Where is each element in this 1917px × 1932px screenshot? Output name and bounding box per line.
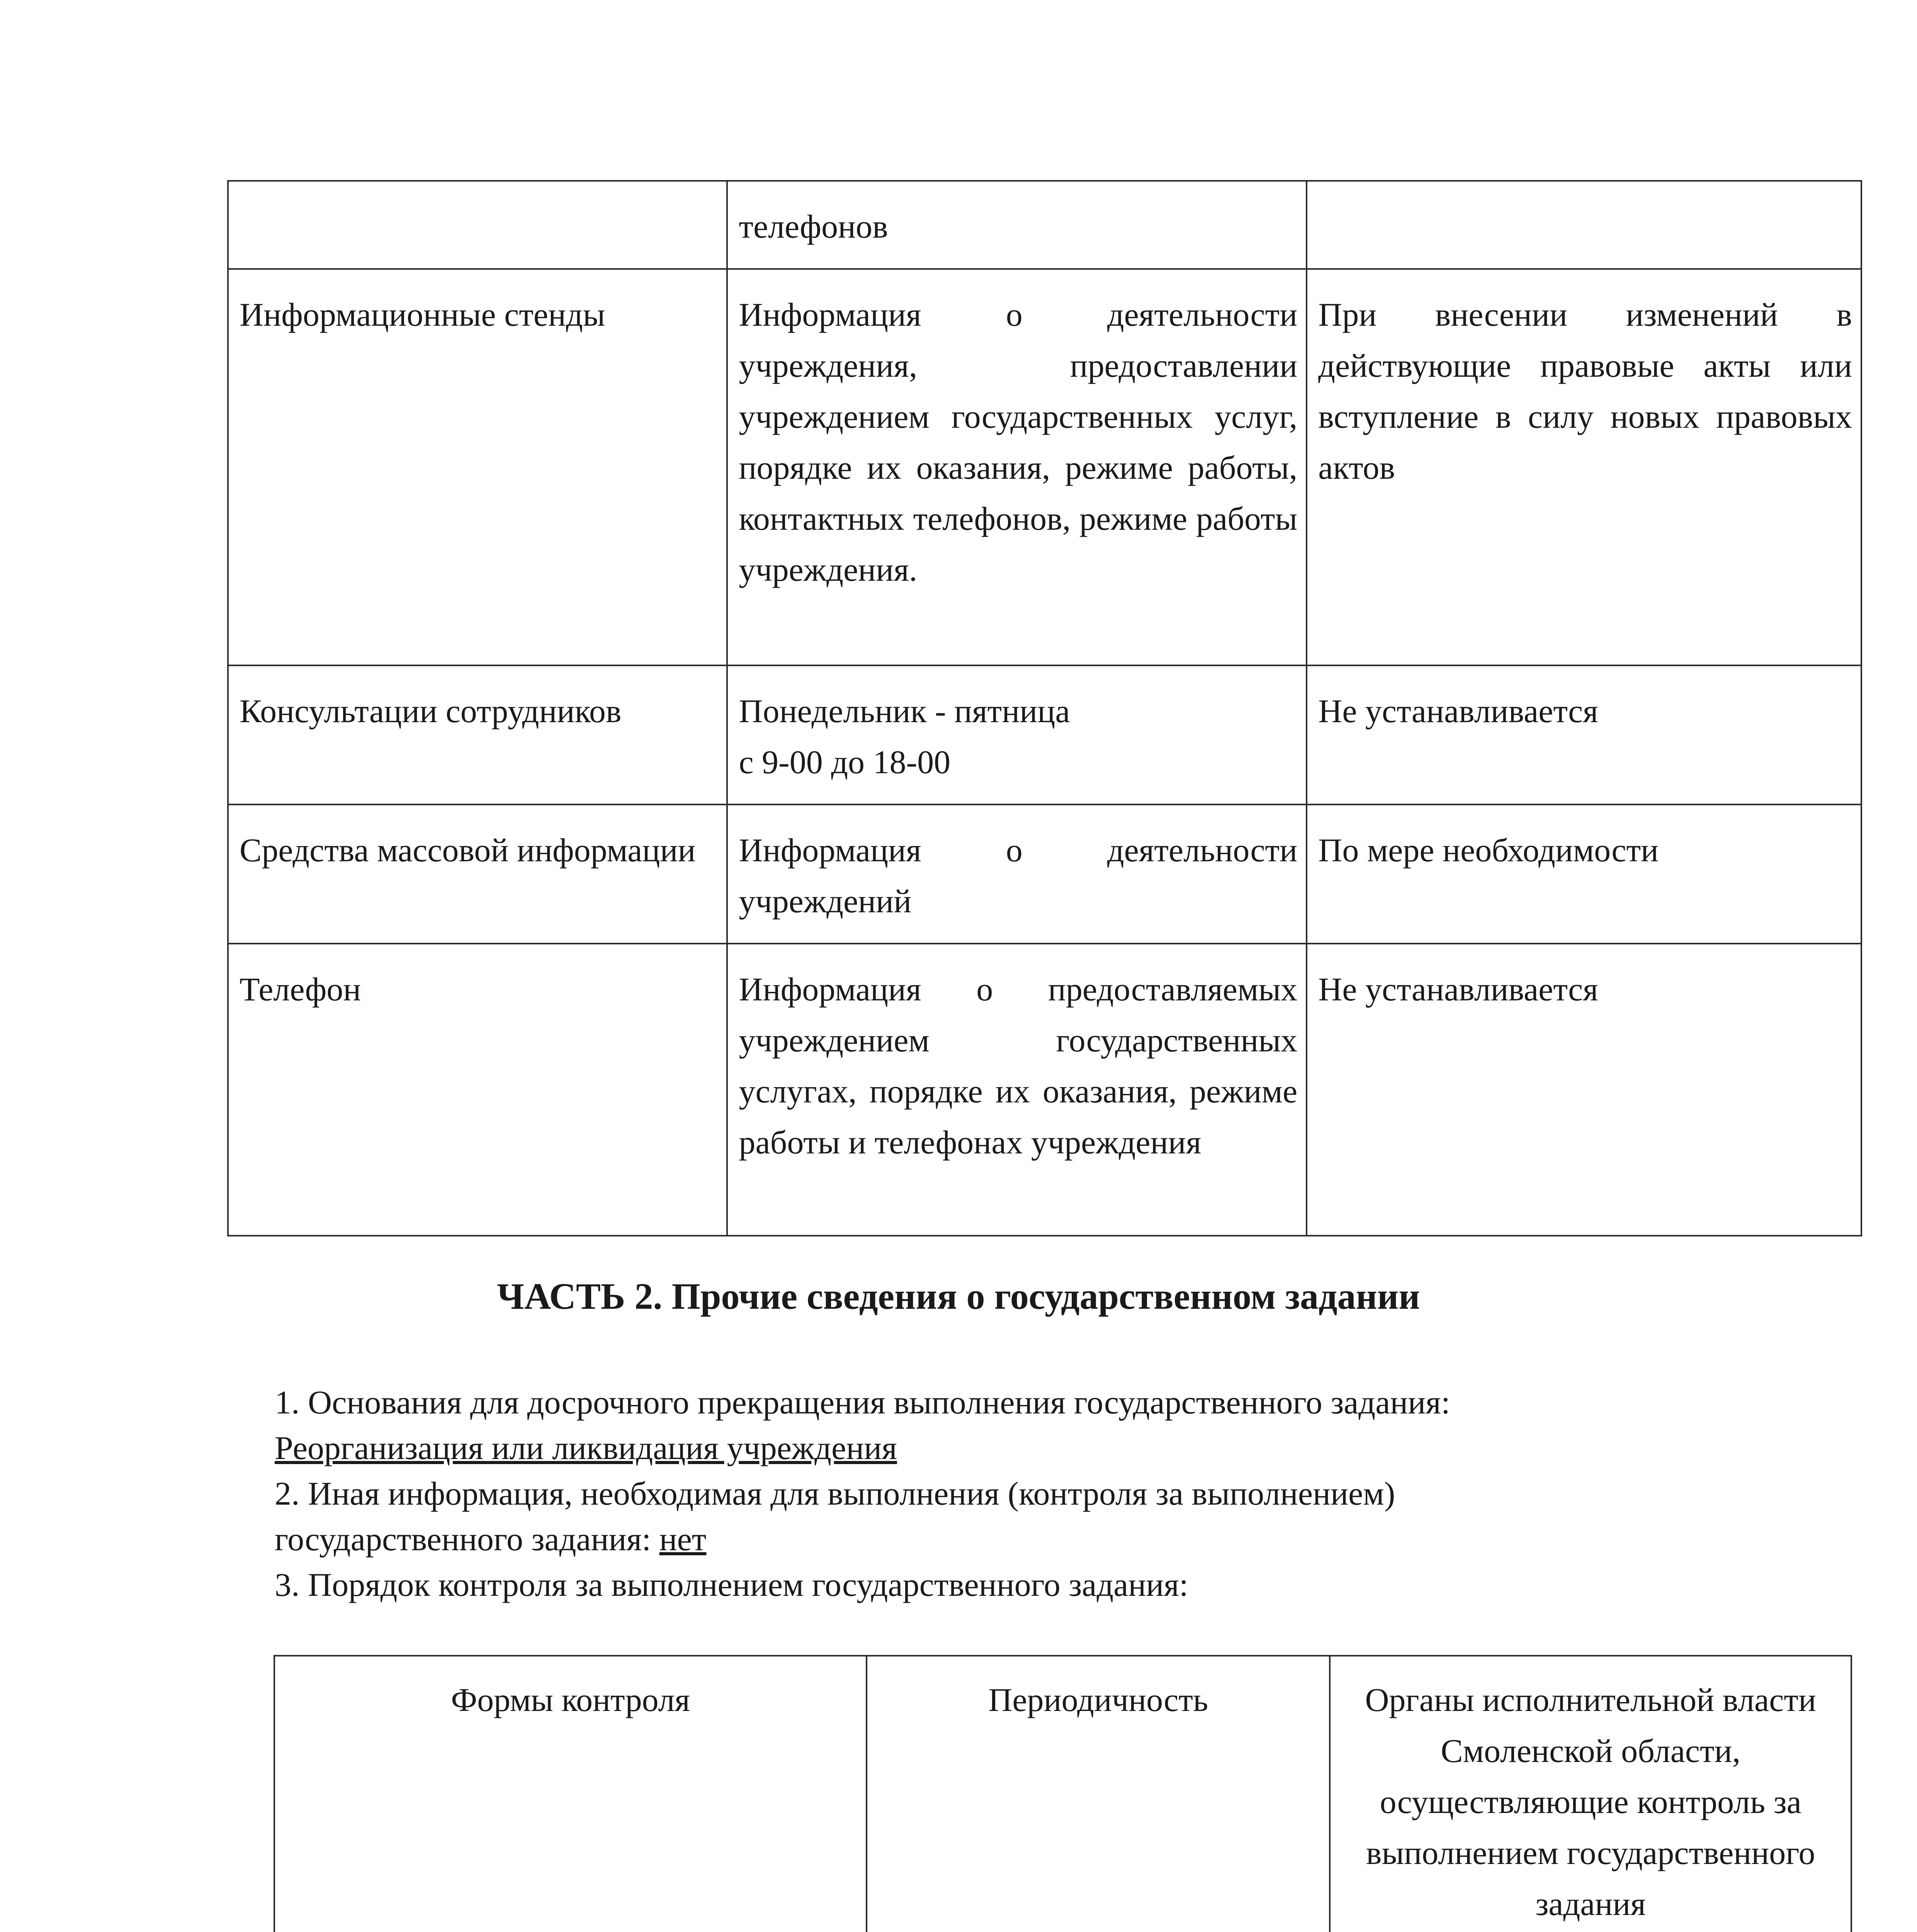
info-table xyxy=(227,180,1862,1236)
column-header: Органы исполнительной власти Смоленской области, осуществляющие контроль за выполнением государственного задания xyxy=(1330,1656,1851,1932)
table-cell: По мере необходимости xyxy=(1307,804,1861,944)
table-cell xyxy=(727,665,1307,804)
table-cell: Информация о деятельности учреждений xyxy=(727,804,1307,944)
cell-line: с 9-00 до 18-00 xyxy=(739,743,951,781)
table-row xyxy=(228,181,1861,269)
item2-label-part: государственного задания: xyxy=(275,1520,659,1558)
table-cell: телефонов xyxy=(727,181,1307,269)
table-cell xyxy=(1307,181,1861,269)
item1-label: 1. Основания для досрочного прекращения выполнения государственного задания: xyxy=(275,1384,1450,1421)
table-cell: Не устанавливается xyxy=(1307,944,1861,1236)
table-cell: Информационные стенды xyxy=(228,269,727,665)
table-cell: Информация о предоставляемых учреждением государственных услугах, порядке их оказания, режиме работы и телефонах учреждения xyxy=(727,944,1307,1236)
item3-label: 3. Порядок контроля за выполнением государственного задания: xyxy=(275,1566,1188,1603)
table-cell: Телефон xyxy=(228,944,727,1236)
column-header: Формы контроля xyxy=(274,1656,867,1932)
table-row xyxy=(228,944,1861,1236)
item1-value: Реорганизация или ликвидация учреждения xyxy=(275,1429,897,1466)
table-cell: Не устанавливается xyxy=(1307,665,1861,804)
column-header: Периодичность xyxy=(867,1656,1330,1932)
control-table xyxy=(274,1655,1852,1932)
item2-value: нет xyxy=(659,1520,707,1558)
table-cell: Консультации сотрудников xyxy=(228,665,727,804)
table-row xyxy=(228,804,1861,944)
cell-line: Понедельник - пятница xyxy=(739,692,1070,730)
table-cell: При внесении изменений в действующие правовые акты или вступление в силу новых правовых актов xyxy=(1307,269,1861,665)
part2-heading: ЧАСТЬ 2. Прочие сведения о государственном задании xyxy=(497,1276,1420,1317)
table-cell: Информация о деятельности учреждения, предоставлении учреждением государственных услуг, порядке их оказания, режиме работы, контактных телефонов, режиме работы учреждения. xyxy=(727,269,1307,665)
table-cell: Средства массовой информации xyxy=(228,804,727,944)
table-row xyxy=(228,269,1861,665)
item2-label-cont xyxy=(275,1516,1781,1562)
table-header-row xyxy=(274,1656,1851,1932)
table-row xyxy=(228,665,1861,804)
item2-label: 2. Иная информация, необходимая для выполнения (контроля за выполнением) xyxy=(275,1475,1395,1512)
table-cell xyxy=(228,181,727,269)
part2-items xyxy=(275,1379,1781,1607)
